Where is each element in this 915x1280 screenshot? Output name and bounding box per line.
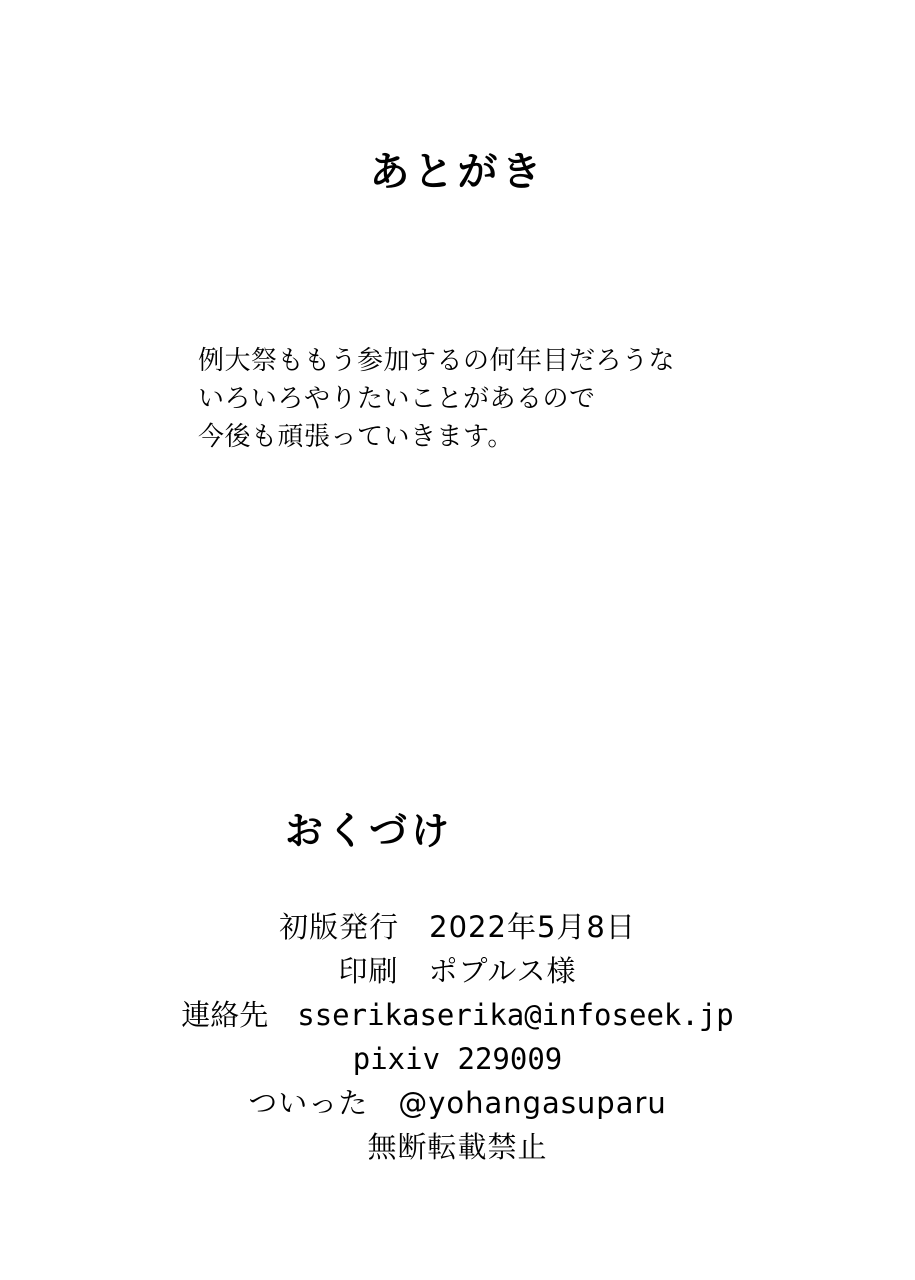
afterword-body — [198, 343, 798, 457]
colophon-body — [0, 905, 915, 1169]
colophon-row-contact-email: 連絡先 sserikaserika@infoseek.jp — [181, 998, 734, 1033]
colophon-row-publication-date: 初版発行 2022年5月8日 — [279, 910, 636, 944]
afterword-line: 今後も頑張っていきます。 — [198, 421, 514, 452]
afterword-line: 例大祭ももう参加するの何年目だろうな — [198, 346, 676, 376]
colophon-heading: おくづけ — [285, 809, 454, 853]
afterword-line: いろいろやりたいことがあるので — [198, 383, 596, 414]
colophon-row-reprint-notice: 無断転載禁止 — [367, 1130, 548, 1165]
afterword-heading: あとがき — [369, 149, 546, 195]
colophon-row-pixiv: pixiv 229009 — [352, 1042, 563, 1077]
colophon-row-twitter: ついった @yohangasuparu — [248, 1086, 667, 1121]
colophon-row-printer: 印刷 ポプルス様 — [338, 954, 577, 989]
